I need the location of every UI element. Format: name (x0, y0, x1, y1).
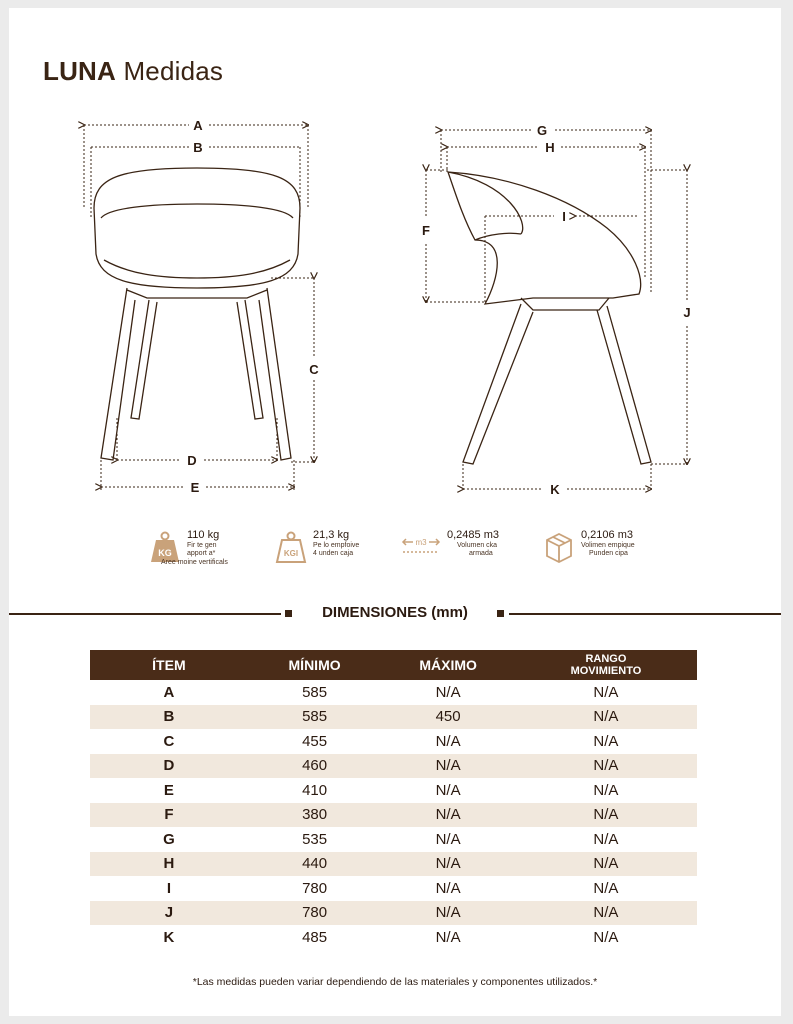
cell-item: B (90, 705, 248, 730)
cell-item: A (163, 683, 175, 701)
cell-min: 455 (302, 732, 328, 750)
spec-value: 0,2485 m3 (447, 529, 499, 541)
volume-m3-icon (401, 530, 441, 564)
spec-desc-1: Volumen cka (457, 542, 498, 549)
cell-max: N/A (381, 852, 515, 877)
dim-label-g: G (536, 123, 548, 138)
dim-label-j: J (683, 305, 691, 320)
cell-min: 780 (248, 901, 382, 926)
spec-desc-1: Volimen empique (581, 542, 635, 549)
cell-item: F (90, 803, 248, 828)
dim-label-e: E (190, 480, 200, 495)
cell-min: 585 (302, 683, 328, 701)
cell-range: N/A (515, 852, 697, 877)
cell-range: N/A (515, 754, 697, 779)
cell-max: N/A (381, 901, 515, 926)
cell-range: N/A (593, 732, 619, 750)
front-chair-drawing (94, 168, 300, 460)
cell-max: 450 (381, 705, 515, 730)
cell-item: C (163, 732, 175, 750)
divider-line-left (9, 613, 281, 615)
spec-package-weight (275, 530, 359, 564)
spec-value: 21,3 kg (313, 529, 350, 541)
spec-package-volume (543, 530, 635, 564)
dim-label-k: K (550, 482, 560, 497)
table-row (90, 705, 697, 730)
package-box-icon (543, 530, 575, 564)
dim-label-i: I (562, 209, 566, 224)
cell-max: N/A (381, 754, 515, 779)
table-row (90, 729, 697, 754)
spec-value: 110 kg (187, 529, 220, 541)
cell-item: D (90, 754, 248, 779)
table-row (90, 876, 697, 901)
cell-item: J (90, 901, 248, 926)
cell-max: N/A (435, 879, 461, 897)
cell-min: 485 (302, 928, 328, 946)
spec-assembled-volume (401, 530, 499, 564)
spec-desc-1: Pe lo empfoive (313, 542, 360, 549)
cell-min: 380 (248, 803, 382, 828)
divider-dot-right (497, 610, 504, 617)
header-range: RANGO MOVIMIENTO (515, 650, 697, 680)
title-rest: Medidas (123, 56, 224, 86)
cell-range: N/A (515, 803, 697, 828)
table-row (90, 925, 697, 950)
table-row (90, 827, 697, 852)
cell-item: E (163, 781, 174, 799)
dim-label-b: B (193, 140, 203, 155)
cell-range: N/A (515, 901, 697, 926)
spec-desc-2: Punden cipa (589, 550, 628, 557)
cell-max: N/A (435, 781, 461, 799)
cell-range: N/A (593, 683, 619, 701)
divider-line-right (509, 613, 781, 615)
cell-range: N/A (593, 781, 619, 799)
cell-min: 780 (302, 879, 328, 897)
section-divider (9, 604, 781, 624)
spec-max-weight (149, 530, 228, 567)
table-row (90, 803, 697, 828)
volume-icon-text: m3 (415, 538, 427, 547)
table-row (90, 852, 697, 877)
dim-label-d: D (187, 453, 197, 468)
dimensions-table (90, 650, 697, 950)
table-header-row (90, 650, 697, 680)
side-dimension-lines (426, 130, 687, 492)
table-row (90, 778, 697, 803)
spec-desc-2: 4 unden caja (313, 550, 354, 557)
spec-value: 0,2106 m3 (581, 529, 633, 541)
header-min: MÍNIMO (248, 650, 382, 680)
spec-desc-1: Fir te gen (187, 542, 217, 549)
weight-icon-text: KG (158, 548, 172, 558)
spec-desc-3: Aree moine vertificals (161, 559, 228, 566)
table-row (90, 901, 697, 926)
cell-max: N/A (435, 928, 461, 946)
cell-range: N/A (593, 879, 619, 897)
dim-label-f: F (422, 223, 430, 238)
dim-label-c: C (309, 362, 319, 377)
cell-item: K (163, 928, 175, 946)
dim-label-a: A (193, 118, 203, 133)
cell-range: N/A (593, 928, 619, 946)
title-bold: LUNA (43, 56, 117, 86)
cell-range: N/A (593, 830, 619, 848)
cell-item: H (90, 852, 248, 877)
cell-item: I (166, 879, 171, 897)
cell-min: 585 (248, 705, 382, 730)
footnote: *Las medidas pueden variar dependiendo de las materiales y componentes utilizados.* (192, 976, 598, 988)
cell-max: N/A (435, 732, 461, 750)
header-item: ÍTEM (90, 650, 248, 680)
dim-label-h: H (545, 140, 555, 155)
spec-desc-2: armada (469, 550, 493, 557)
table-row (90, 754, 697, 779)
cell-max: N/A (381, 803, 515, 828)
chair-drawings (9, 8, 781, 508)
divider-dot-left (285, 610, 292, 617)
weight-outline-icon-text: KGI (283, 549, 299, 558)
cell-min: 440 (248, 852, 382, 877)
weight-kg-outline-icon (275, 530, 307, 564)
spec-sheet (9, 8, 781, 1016)
cell-max: N/A (435, 830, 461, 848)
cell-min: 410 (302, 781, 328, 799)
cell-min: 535 (302, 830, 328, 848)
spec-desc-2: apport a* (187, 550, 216, 557)
cell-min: 460 (248, 754, 382, 779)
front-dimension-lines (84, 125, 314, 490)
table-row (90, 680, 697, 705)
cell-range: N/A (515, 705, 697, 730)
cell-max: N/A (435, 683, 461, 701)
cell-item: G (163, 830, 175, 848)
header-max: MÁXIMO (381, 650, 515, 680)
section-title: DIMENSIONES (mm) (322, 604, 468, 621)
